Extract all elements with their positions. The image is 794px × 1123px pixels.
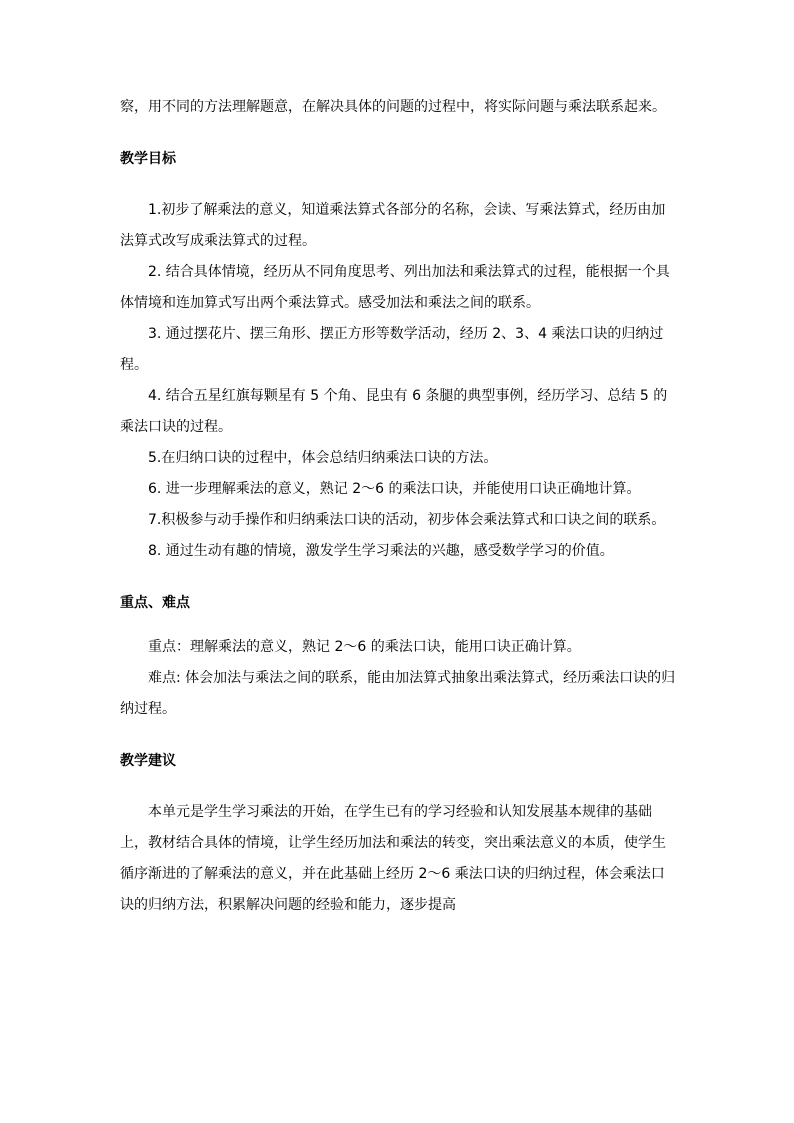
spacer (120, 175, 676, 195)
objective-item: 4. 结合五星红旗每颗星有 5 个角、昆虫有 6 条腿的典型事例，经历学习、总结 5 的乘法口诀的过程。 (120, 388, 668, 435)
objective-item: 8. 通过生动有趣的情境，激发学生学习乘法的兴趣，感受数学学习的价值。 (148, 543, 614, 559)
difficulty-item: 难点: 体会加法与乘法之间的联系，能由加法算式抽象出乘法算式，经历乘法口诀的归纳过程。 (120, 670, 676, 717)
section-heading-suggestions: 教学建议 (120, 753, 176, 769)
spacer (120, 567, 676, 588)
objective-item: 2. 结合具体情境，经历从不同角度思考、列出加法和乘法算式的过程，能根据一个具体情境和连加算式写出两个乘法算式。感受加法和乘法之间的联系。 (120, 264, 670, 311)
objective-item: 7.积极参与动手操作和归纳乘法口诀的活动，初步体会乘法算式和口诀之间的联系。 (148, 512, 666, 528)
spacer (120, 777, 676, 797)
key-point-item: 重点：理解乘法的意义，熟记 2～6 的乘法口诀，能用口诀正确计算。 (148, 639, 581, 655)
section-heading-key-points: 重点、难点 (120, 595, 190, 611)
intro-paragraph: 察，用不同的方法理解题意，在解决具体的问题的过程中，将实际问题与乘法联系起来。 (120, 99, 666, 115)
objective-item: 5.在归纳口诀的过程中，体会总结归纳乘法口诀的方法。 (148, 450, 498, 466)
spacer (120, 619, 676, 632)
spacer (120, 123, 676, 144)
objective-item: 6. 进一步理解乘法的意义，熟记 2～6 的乘法口诀，并能使用口诀正确地计算。 (148, 481, 641, 497)
document-page (120, 92, 676, 921)
objective-item: 3. 通过摆花片、摆三角形、摆正方形等数学活动，经历 2、3、4 乘法口诀的归纳过程。 (120, 326, 664, 373)
objective-item: 1.初步了解乘法的意义，知道乘法算式各部分的名称，会读、写乘法算式，经历由加法算式改写成乘法算式的过程。 (120, 202, 666, 249)
suggestions-paragraph: 本单元是学生学习乘法的开始，在学生已有的学习经验和认知发展基本规律的基础上，教材结合具体的情境，让学生经历加法和乘法的转变，突出乘法意义的本质，使学生循序渐进的了解乘法的意义，并在此基础上经历 2～6 乘法口诀的归纳过程，体会乘法口诀的归纳方法，积累解决问题的经验和能力，逐步提高 (120, 804, 666, 913)
section-heading-objectives: 教学目标 (120, 151, 176, 167)
spacer (120, 725, 676, 746)
